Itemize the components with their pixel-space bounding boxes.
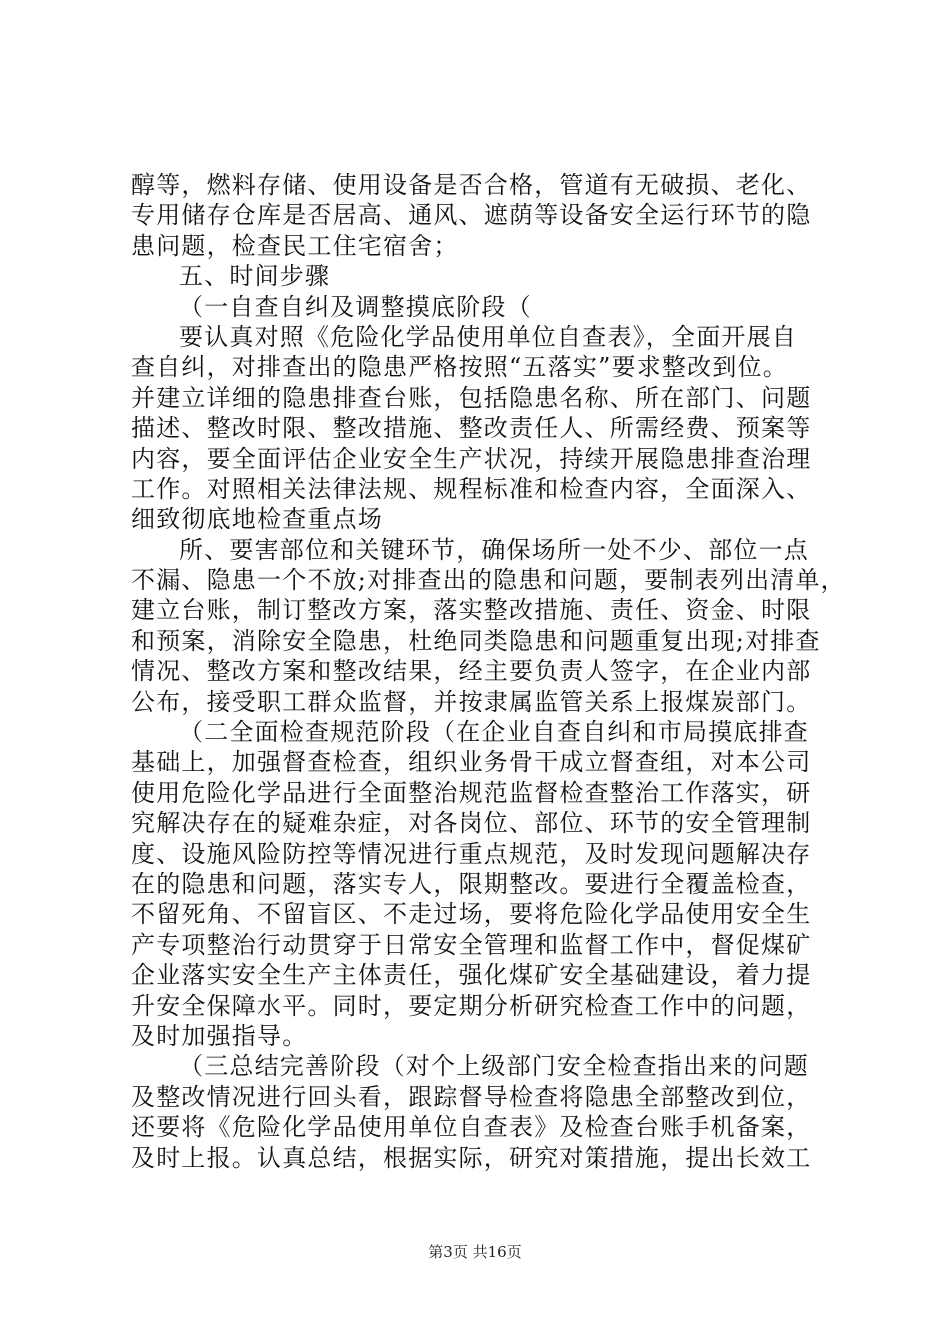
text-line: 内容，要全面评估企业安全生产状况，持续开展隐患排查治理 <box>131 444 812 473</box>
text-line: 描述、整改时限、整改措施、整改责任人、所需经费、预案等 <box>131 414 812 443</box>
text-line: 并建立详细的隐患排查台账，包括隐患名称、所在部门、问题 <box>131 383 812 412</box>
text-line: 公布，接受职工群众监督，并按隶属监管关系上报煤炭部门。 <box>131 687 812 716</box>
text-line: 五、时间步骤 <box>179 262 331 291</box>
text-line: 醇等，燃料存储、使用设备是否合格，管道有无破损、老化、 <box>131 171 812 199</box>
text-line: 和预案，消除安全隐患，杜绝同类隐患和问题重复出现;对排查 <box>131 626 821 655</box>
text-line: （二全面检查规范阶段（在企业自查自纠和市局摸底排查 <box>179 718 809 747</box>
text-line: 及整改情况进行回头看，跟踪督导检查将隐患全部整改到位， <box>131 1082 812 1111</box>
text-line: （一自查自纠及调整摸底阶段（ <box>179 292 532 321</box>
text-line: 细致彻底地检查重点场 <box>131 505 383 534</box>
text-line: 还要将《危险化学品使用单位自查表》及检查台账手机备案， <box>131 1113 812 1142</box>
page-footer: 第3页 共16页 <box>428 1243 522 1261</box>
text-line: 工作。对照相关法律法规、规程标准和检查内容，全面深入、 <box>131 474 812 503</box>
text-line: 专用储存仓库是否居高、通风、遮荫等设备安全运行环节的隐 <box>131 201 812 230</box>
text-line: 情况、整改方案和整改结果，经主要负责人签字，在企业内部 <box>131 657 812 686</box>
text-line: 及时上报。认真总结，根据实际，研究对策措施，提出长效工 <box>131 1143 812 1172</box>
text-line: 及时加强指导。 <box>131 1021 308 1050</box>
text-line: 建立台账，制订整改方案，落实整改措施、责任、资金、时限 <box>131 596 812 625</box>
document-body <box>131 170 846 1173</box>
text-line: 度、设施风险防控等情况进行重点规范，及时发现问题解决存 <box>131 839 812 868</box>
text-line: 基础上，加强督查检查，组织业务骨干成立督查组，对本公司 <box>131 748 812 777</box>
text-line: 患问题，检查民工住宅宿舍； <box>131 231 459 260</box>
text-line: 查自纠，对排查出的隐患严格按照“五落实”要求整改到位。 <box>131 353 788 382</box>
text-line: （三总结完善阶段（对个上级部门安全检查指出来的问题 <box>179 1052 809 1081</box>
text-line: 产专项整治行动贯穿于日常安全管理和监督工作中，督促煤矿 <box>131 930 812 959</box>
text-line: 所、要害部位和关键环节，确保场所一处不少、部位一点 <box>179 535 809 564</box>
text-line: 要认真对照《危险化学品使用单位自查表》，全面开展自 <box>179 322 797 351</box>
text-line: 不留死角、不留盲区、不走过场，要将危险化学品使用安全生 <box>131 900 812 929</box>
text-line: 究解决存在的疑难杂症，对各岗位、部位、环节的安全管理制 <box>131 809 812 838</box>
text-line: 在的隐患和问题，落实专人，限期整改。要进行全覆盖检查， <box>131 869 812 898</box>
text-line: 企业落实安全生产主体责任，强化煤矿安全基础建设，着力提 <box>131 961 812 990</box>
text-line: 使用危险化学品进行全面整治规范监督检查整治工作落实，研 <box>131 778 812 807</box>
text-line: 不漏、隐患一个不放;对排查出的隐患和问题，要制表列出清单， <box>131 566 846 595</box>
text-line: 升安全保障水平。同时，要定期分析研究检查工作中的问题， <box>131 991 812 1020</box>
